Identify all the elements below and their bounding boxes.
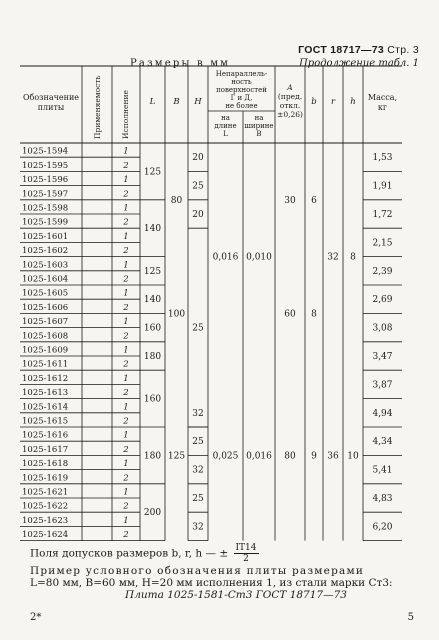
header-along-width: на	[254, 114, 264, 122]
L-cell: 125	[143, 167, 162, 178]
H-cell: 25	[192, 323, 204, 334]
header-B: B	[173, 97, 180, 107]
version-cell: 2	[123, 359, 129, 370]
header-h: h	[350, 97, 356, 107]
L-cell: 140	[143, 224, 162, 235]
r-cell: 32	[327, 252, 339, 263]
header-mass: кг	[377, 103, 388, 112]
L-cell: 160	[143, 394, 162, 405]
B-cell: 100	[167, 309, 186, 320]
designation-cell: 1025-1594	[22, 146, 69, 157]
header-version: Исполнение	[121, 90, 130, 139]
H-cell: 25	[192, 437, 204, 448]
L-cell: 180	[143, 451, 162, 462]
example-line-1: Пример условного обозначения плиты размерами	[30, 565, 365, 577]
designation-cell: 1025-1604	[22, 274, 69, 285]
A-cell: 80	[284, 451, 296, 462]
mass-cell: 1,91	[372, 181, 393, 192]
version-cell: 1	[123, 146, 129, 157]
page-label: Стр. 3	[387, 44, 419, 56]
header-nonparallel: ность	[231, 78, 252, 86]
h-cell: 10	[347, 451, 359, 462]
header-along-length: на	[221, 114, 230, 122]
designation-cell: 1025-1618	[22, 459, 69, 470]
designation-cell: 1025-1621	[22, 487, 69, 498]
header-applicability: Применяемость	[93, 75, 102, 139]
h-cell: 8	[350, 252, 356, 263]
version-cell: 1	[123, 175, 129, 186]
tolerance-note	[30, 543, 422, 564]
units-note: Размеры в мм	[130, 58, 231, 69]
version-cell: 2	[123, 388, 129, 399]
designation-cell: 1025-1602	[22, 246, 69, 257]
mass-cell: 4,83	[372, 494, 393, 504]
mass-cell: 3,47	[372, 352, 393, 362]
designation-cell: 1025-1622	[22, 501, 69, 512]
designation-cell: 1025-1613	[22, 388, 69, 399]
H-cell: 20	[192, 153, 204, 164]
designation-cell: 1025-1596	[22, 175, 69, 186]
A-cell: 30	[284, 195, 296, 206]
version-cell: 1	[123, 373, 129, 384]
designation-cell: 1025-1616	[22, 430, 69, 441]
header-along-width: B	[256, 130, 262, 138]
version-cell: 2	[123, 274, 129, 285]
tolerance-numerator: IT14	[235, 543, 257, 553]
header-along-length: L	[223, 130, 228, 138]
designation-cell: 1025-1605	[22, 288, 69, 299]
mass-cell: 3,08	[372, 323, 393, 334]
designation-cell: 1025-1608	[22, 331, 69, 342]
designation-cell: 1025-1606	[22, 302, 69, 313]
header-along-length: длине	[214, 122, 237, 130]
L-cell: 180	[143, 352, 162, 362]
version-cell: 1	[123, 430, 129, 441]
version-cell: 1	[123, 288, 129, 299]
designation-cell: 1025-1612	[22, 373, 69, 384]
header-A: A	[287, 83, 293, 92]
page-mark-left: 2*	[30, 612, 42, 623]
designation-cell: 1025-1597	[22, 189, 69, 200]
mass-cell: 6,20	[372, 522, 393, 533]
version-cell: 2	[123, 217, 129, 228]
designation-cell: 1025-1617	[22, 444, 69, 455]
designation-cell: 1025-1623	[22, 515, 69, 526]
version-cell: 2	[123, 189, 129, 200]
mass-cell: 1,53	[372, 153, 393, 164]
L-cell: 200	[143, 508, 162, 519]
mass-cell: 3,87	[372, 380, 393, 391]
designation-cell: 1025-1611	[22, 359, 69, 370]
version-cell: 2	[123, 246, 129, 257]
length-tol-cell: 0,016	[212, 252, 239, 263]
continuation-note: Продолжение табл. 1	[299, 58, 419, 69]
H-cell: 32	[192, 465, 204, 476]
designation-cell: 1025-1598	[22, 203, 69, 214]
header-A: откл.	[279, 101, 301, 110]
b-cell: 6	[311, 195, 317, 206]
header-nonparallel: Г и Д,	[230, 94, 253, 102]
tolerance-denominator: 2	[243, 554, 249, 564]
header-nonparallel: Непараллель-	[215, 70, 268, 78]
H-cell: 20	[192, 210, 204, 220]
length-tol-cell: 0,025	[212, 451, 239, 462]
b-cell: 8	[311, 309, 317, 320]
mass-cell: 1,72	[372, 210, 393, 220]
H-cell: 25	[192, 494, 204, 504]
version-cell: 1	[123, 487, 129, 498]
mass-cell: 2,15	[372, 238, 393, 249]
mass-cell: 4,34	[372, 437, 393, 448]
tolerance-text: Поля допусков размеров b, r, h — ±	[30, 547, 229, 560]
r-cell: 36	[327, 451, 339, 462]
header-mass: Масса,	[367, 93, 398, 102]
header-H: H	[194, 97, 202, 107]
designation-cell: 1025-1619	[22, 473, 69, 484]
example-designation: Плита 1025-1581-Ст3 ГОСТ 18717—73	[125, 589, 347, 601]
header-b: b	[311, 97, 317, 107]
version-cell: 1	[123, 203, 129, 214]
mass-cell: 5,41	[372, 465, 393, 476]
designation-cell: 1025-1601	[22, 231, 69, 242]
header-nonparallel: поверхностей	[216, 86, 267, 94]
version-cell: 2	[123, 530, 129, 541]
B-cell: 80	[170, 195, 183, 206]
L-cell: 160	[143, 323, 162, 334]
version-cell: 1	[123, 345, 129, 356]
designation-cell: 1025-1607	[22, 317, 69, 328]
version-cell: 2	[123, 501, 129, 512]
header-nonparallel: не более	[225, 102, 258, 110]
width-tol-cell: 0,010	[246, 252, 272, 263]
width-tol-cell: 0,016	[246, 451, 272, 462]
designation-cell: 1025-1615	[22, 416, 69, 427]
designation-cell: 1025-1603	[22, 260, 69, 271]
version-cell: 2	[123, 302, 129, 313]
mass-cell: 2,39	[372, 266, 393, 277]
version-cell: 1	[123, 515, 129, 526]
designation-cell: 1025-1614	[22, 402, 69, 413]
H-cell: 25	[192, 181, 204, 192]
version-cell: 1	[123, 260, 129, 271]
version-cell: 1	[123, 231, 129, 242]
example-line-2: L=80 мм, B=60 мм, H=20 мм исполнения 1, из стали марки Ст3:	[30, 577, 393, 589]
header-L: L	[149, 97, 156, 107]
header-along-width: ширине	[244, 122, 274, 130]
designation-cell: 1025-1609	[22, 345, 69, 356]
header-A: ±0,26)	[277, 110, 303, 119]
version-cell: 1	[123, 317, 129, 328]
header-designation: Обозначение	[22, 93, 80, 102]
B-cell: 125	[167, 451, 186, 462]
header-A: (пред.	[277, 92, 303, 101]
version-cell: 2	[123, 416, 129, 427]
H-cell: 32	[192, 408, 204, 419]
L-cell: 125	[143, 266, 162, 277]
designation-cell: 1025-1595	[22, 160, 69, 171]
version-cell: 2	[123, 444, 129, 455]
header-r: r	[330, 97, 336, 107]
mass-cell: 4,94	[372, 408, 393, 419]
version-cell: 2	[123, 331, 129, 342]
A-cell: 60	[284, 309, 296, 320]
version-cell: 2	[123, 160, 129, 171]
version-cell: 1	[123, 402, 129, 413]
tolerance-fraction	[234, 543, 259, 564]
b-cell: 9	[311, 451, 317, 462]
version-cell: 1	[123, 459, 129, 470]
header-designation: плиты	[37, 103, 65, 112]
page-number: 5	[407, 612, 414, 623]
mass-cell: 2,69	[372, 295, 393, 306]
gost-number: ГОСТ 18717—73	[298, 44, 385, 56]
L-cell: 140	[143, 295, 162, 306]
designation-cell: 1025-1624	[22, 530, 69, 541]
designation-cell: 1025-1599	[22, 217, 69, 228]
H-cell: 32	[192, 522, 204, 533]
version-cell: 2	[123, 473, 129, 484]
